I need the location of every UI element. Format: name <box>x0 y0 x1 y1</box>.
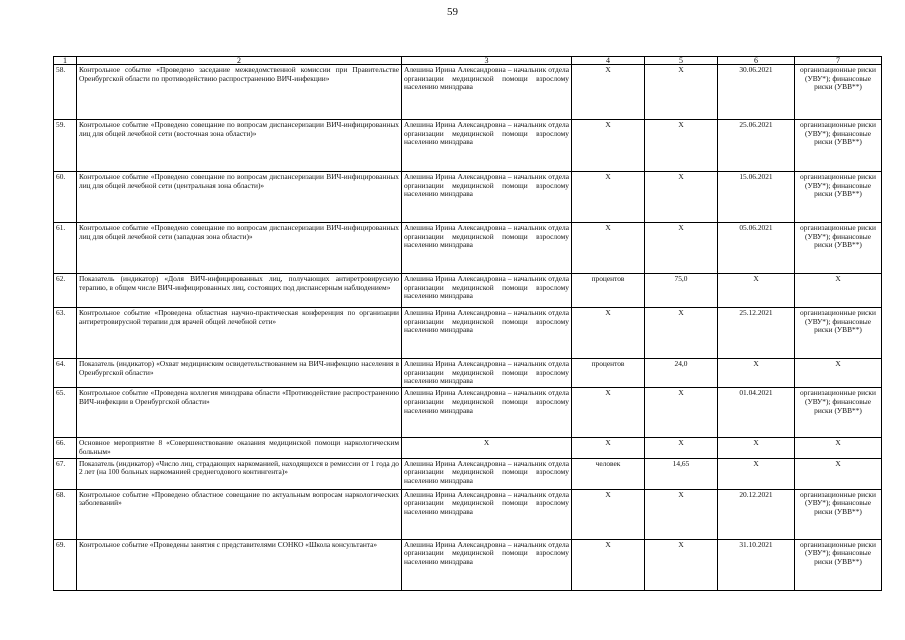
row-number: 66. <box>54 438 77 458</box>
responsible-person: Алешина Ирина Александровна – начальник отдела организации медицинской помощи взрослому населению минздрава <box>402 223 572 274</box>
row-number: 62. <box>54 274 77 308</box>
responsible-person: Алешина Ирина Александровна – начальник отдела организации медицинской помощи взрослому населению минздрава <box>402 388 572 438</box>
unit-of-measure: процентов <box>572 359 645 388</box>
risks: организационные риски (УВУ*); финансовые риски (УВВ**) <box>795 223 882 274</box>
table-row <box>54 388 882 438</box>
event-description: Контрольное событие «Проведена областная научно-практическая конференция по организации антиретровирусной терапии для врачей общей лечебной сети» <box>77 308 402 359</box>
responsible-person: Алешина Ирина Александровна – начальник отдела организации медицинской помощи взрослому населению минздрава <box>402 489 572 539</box>
responsible-person: Алешина Ирина Александровна – начальник отдела организации медицинской помощи взрослому населению минздрава <box>402 308 572 359</box>
risks: организационные риски (УВУ*); финансовые риски (УВВ**) <box>795 308 882 359</box>
measures-table <box>53 56 882 591</box>
indicator-value: X <box>645 388 718 438</box>
table-row <box>54 458 882 489</box>
event-description: Контрольное событие «Проведено совещание по вопросам диспансеризации ВИЧ-инфицированных лиц для общей лечебной сети (восточная зона области)» <box>77 120 402 172</box>
event-description: Основное мероприятие 8 «Совершенствование оказания медицинской помощи наркологическим больным» <box>77 438 402 458</box>
table-row <box>54 308 882 359</box>
indicator-value: X <box>645 489 718 539</box>
unit-of-measure: X <box>572 438 645 458</box>
row-number: 58. <box>54 65 77 120</box>
responsible-person: Алешина Ирина Александровна – начальник отдела организации медицинской помощи взрослому населению минздрава <box>402 172 572 223</box>
indicator-value: X <box>645 438 718 458</box>
responsible-person: Алешина Ирина Александровна – начальник отдела организации медицинской помощи взрослому населению минздрава <box>402 274 572 308</box>
row-number: 63. <box>54 308 77 359</box>
unit-of-measure: X <box>572 539 645 590</box>
table-row <box>54 274 882 308</box>
table-body <box>54 65 882 591</box>
unit-of-measure: человек <box>572 458 645 489</box>
table-row <box>54 223 882 274</box>
indicator-value: X <box>645 223 718 274</box>
responsible-person: Алешина Ирина Александровна – начальник отдела организации медицинской помощи взрослому населению минздрава <box>402 65 572 120</box>
completion-date: 05.06.2021 <box>718 223 795 274</box>
indicator-value: X <box>645 65 718 120</box>
risks: X <box>795 438 882 458</box>
row-number: 69. <box>54 539 77 590</box>
completion-date: 25.06.2021 <box>718 120 795 172</box>
risks: организационные риски (УВУ*); финансовые риски (УВВ**) <box>795 388 882 438</box>
page-number: 59 <box>447 6 458 18</box>
unit-of-measure: X <box>572 65 645 120</box>
completion-date: 31.10.2021 <box>718 539 795 590</box>
header-col-2: 2 <box>77 57 402 65</box>
event-description: Контрольное событие «Проведена коллегия минздрава области «Противодействие распространению ВИЧ-инфекции в Оренбургской области» <box>77 388 402 438</box>
unit-of-measure: X <box>572 120 645 172</box>
responsible-person: Алешина Ирина Александровна – начальник отдела организации медицинской помощи взрослому населению минздрава <box>402 458 572 489</box>
table-row <box>54 539 882 590</box>
row-number: 60. <box>54 172 77 223</box>
table-row <box>54 120 882 172</box>
responsible-person: X <box>402 438 572 458</box>
row-number: 67. <box>54 458 77 489</box>
row-number: 59. <box>54 120 77 172</box>
event-description: Показатель (индикатор) «Охват медицинским освидетельствованием на ВИЧ-инфекцию населения в Оренбургской области» <box>77 359 402 388</box>
risks: организационные риски (УВУ*); финансовые риски (УВВ**) <box>795 489 882 539</box>
header-col-1: 1 <box>54 57 77 65</box>
completion-date: X <box>718 458 795 489</box>
completion-date: X <box>718 359 795 388</box>
table-header <box>54 57 882 65</box>
responsible-person: Алешина Ирина Александровна – начальник отдела организации медицинской помощи взрослому населению минздрава <box>402 120 572 172</box>
row-number: 65. <box>54 388 77 438</box>
indicator-value: 14,65 <box>645 458 718 489</box>
indicator-value: X <box>645 120 718 172</box>
unit-of-measure: процентов <box>572 274 645 308</box>
indicator-value: 24,0 <box>645 359 718 388</box>
unit-of-measure: X <box>572 223 645 274</box>
event-description: Контрольное событие «Проведено заседание межведомственной комиссии при Правительстве Оренбургской области по противодействию распространению ВИЧ-инфекции» <box>77 65 402 120</box>
event-description: Контрольное событие «Проведены занятия с представителями СОНКО «Школа консультанта» <box>77 539 402 590</box>
indicator-value: X <box>645 539 718 590</box>
header-col-7: 7 <box>795 57 882 65</box>
risks: X <box>795 458 882 489</box>
completion-date: X <box>718 438 795 458</box>
responsible-person: Алешина Ирина Александровна – начальник отдела организации медицинской помощи взрослому населению минздрава <box>402 359 572 388</box>
unit-of-measure: X <box>572 388 645 438</box>
event-description: Контрольное событие «Проведено совещание по вопросам диспансеризации ВИЧ-инфицированных лиц для общей лечебной сети (западная зона области)» <box>77 223 402 274</box>
row-number: 64. <box>54 359 77 388</box>
header-col-4: 4 <box>572 57 645 65</box>
header-col-5: 5 <box>645 57 718 65</box>
risks: организационные риски (УВУ*); финансовые риски (УВВ**) <box>795 539 882 590</box>
event-description: Показатель (индикатор) «Число лиц, страдающих наркоманией, находящихся в ремиссии от 1 года до 2 лет (на 100 больных наркоманией среднегодового контингента)» <box>77 458 402 489</box>
table-row <box>54 359 882 388</box>
row-number: 61. <box>54 223 77 274</box>
table-row <box>54 438 882 458</box>
completion-date: 30.06.2021 <box>718 65 795 120</box>
completion-date: 20.12.2021 <box>718 489 795 539</box>
risks: организационные риски (УВУ*); финансовые риски (УВВ**) <box>795 65 882 120</box>
completion-date: X <box>718 274 795 308</box>
unit-of-measure: X <box>572 308 645 359</box>
event-description: Контрольное событие «Проведено совещание по вопросам диспансеризации ВИЧ-инфицированных лиц для общей лечебной сети (центральная зона области)» <box>77 172 402 223</box>
completion-date: 15.06.2021 <box>718 172 795 223</box>
risks: X <box>795 359 882 388</box>
indicator-value: X <box>645 172 718 223</box>
unit-of-measure: X <box>572 172 645 223</box>
indicator-value: 75,0 <box>645 274 718 308</box>
completion-date: 25.12.2021 <box>718 308 795 359</box>
table-row <box>54 65 882 120</box>
event-description: Показатель (индикатор) «Доля ВИЧ-инфицированных лиц, получающих антиретровирусную терапию, в общем числе ВИЧ-инфицированных лиц, состоящих под диспансерным наблюдением» <box>77 274 402 308</box>
unit-of-measure: X <box>572 489 645 539</box>
completion-date: 01.04.2021 <box>718 388 795 438</box>
table-row <box>54 172 882 223</box>
row-number: 68. <box>54 489 77 539</box>
responsible-person: Алешина Ирина Александровна – начальник отдела организации медицинской помощи взрослому населению минздрава <box>402 539 572 590</box>
risks: организационные риски (УВУ*); финансовые риски (УВВ**) <box>795 172 882 223</box>
risks: X <box>795 274 882 308</box>
risks: организационные риски (УВУ*); финансовые риски (УВВ**) <box>795 120 882 172</box>
event-description: Контрольное событие «Проведено областное совещание по актуальным вопросам наркологических заболеваний» <box>77 489 402 539</box>
header-col-3: 3 <box>402 57 572 65</box>
table-row <box>54 489 882 539</box>
header-col-6: 6 <box>718 57 795 65</box>
indicator-value: X <box>645 308 718 359</box>
header-row <box>54 57 882 65</box>
